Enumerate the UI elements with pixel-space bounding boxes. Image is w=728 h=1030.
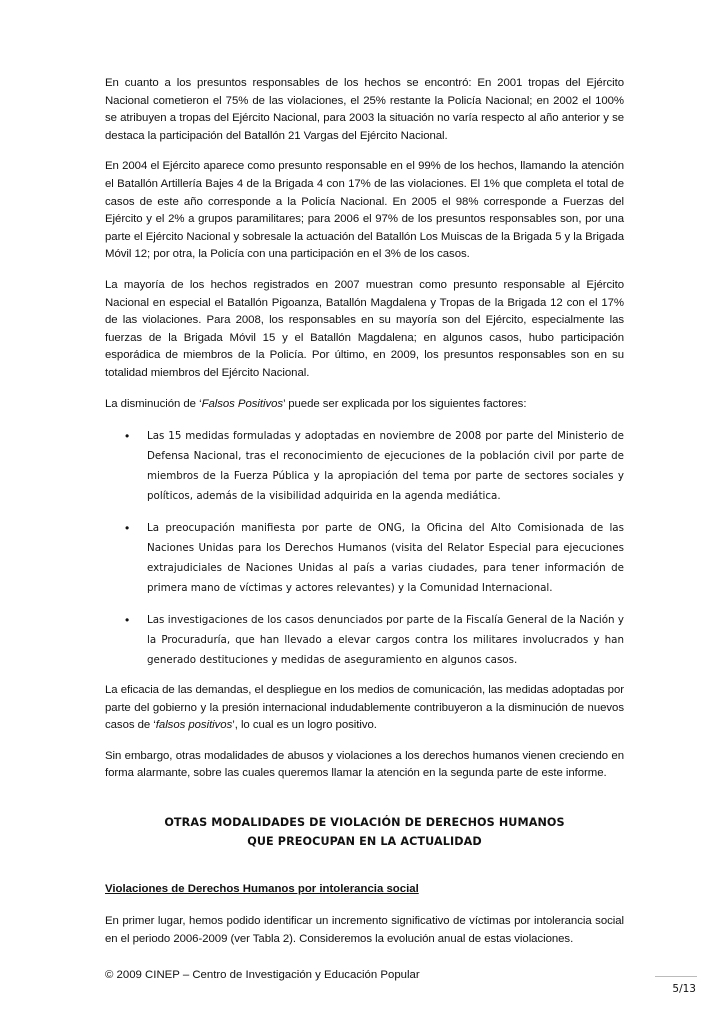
text-run: La disminución de ‘ [105, 397, 202, 410]
list-item-text: La preocupación manifiesta por parte de ONG, la Oficina del Alto Comisionada de las Naciones Unidas para los Derechos Humanos (visita del Relator Especial para ejecuciones extrajudiciales de Naciones Unidas al país a varias ciudades, para tener información de primera mano de víctimas y actores relevantes) y la Comunidad Internacional. [147, 522, 624, 595]
list-item-text: Las 15 medidas formuladas y adoptadas en noviembre de 2008 por parte del Ministerio de Defensa Nacional, tras el reconocimiento de ejecuciones de la población civil por parte de miembros de la Fuerza Pública y la apropiación del tema por parte de sectores sociales y políticos, además de la visibilidad adquirida en la agenda mediática. [147, 430, 624, 503]
list-item [105, 426, 624, 506]
paragraph-responsables-2001-2003: En cuanto a los presuntos responsables de los hechos se encontró: En 2001 tropas del Ejército Nacional cometieron el 75% de las violaciones, el 25% restante la Policía Nacional; en 2002 el 100% se atribuyen a tropas del Ejército Nacional, para 2003 la situación no varía respecto al año anterior y se destaca la participación del Batallón 21 Vargas del Ejército Nacional. [105, 77, 624, 142]
paragraph-responsables-2004-2006: En 2004 el Ejército aparece como presunto responsable en el 99% de los hechos, llamando la atención el Batallón Artillería Bajes 4 de la Brigada 4 con 17% de las violaciones. El 1% que completa el total de casos de este año corresponde a la Policía Nacional. En 2005 el 98% corresponde a Fuerzas del Ejército y el 2% a grupos paramilitares; para 2006 el 97% de los presuntos responsables son, por una parte el Ejército Nacional y sobresale la actuación del Batallón Los Muiscas de la Brigada 5 y la Brigada Móvil 12; por otra, la Policía con una participación en el 3% de los casos. [105, 160, 625, 261]
paragraph-eficacia [105, 682, 624, 735]
paragraph-intolerancia: En primer lugar, hemos podido identificar un incremento significativo de víctimas por intolerancia social en el periodo 2006-2009 (ver Tabla 2). Consideremos la evolución anual de estas violaciones. [105, 915, 624, 945]
list-item-text: Las investigaciones de los casos denunciados por parte de la Fiscalía General de la Nación y la Procuraduría, que han llevado a elevar cargos contra los militares involucrados y han generado destituciones y medidas de aseguramiento en algunos casos. [147, 614, 624, 667]
section-heading-line-1: OTRAS MODALIDADES DE VIOLACIÓN DE DERECHOS HUMANOS [164, 816, 565, 830]
footer-divider [655, 976, 697, 977]
italic-term: falsos positivos [155, 719, 233, 732]
list-item [105, 518, 624, 598]
paragraph-factores-intro [105, 396, 624, 414]
factors-list [105, 426, 624, 670]
italic-term: Falsos Positivos [201, 397, 284, 410]
document-body [105, 75, 624, 961]
section-heading [105, 813, 624, 851]
bullet-marker: • [125, 521, 130, 536]
text-run: ’, lo cual es un logro positivo. [232, 719, 377, 732]
bullet-marker: • [125, 429, 130, 444]
page-number: 5/13 [672, 983, 696, 995]
bullet-marker: • [125, 613, 130, 628]
paragraph-responsables-2007-2009: La mayoría de los hechos registrados en 2007 muestran como presunto responsable al Ejército Nacional en especial el Batallón Pigoanza, Batallón Magdalena y Tropas de la Brigada 12 con el 17% de las violaciones. Para 2008, los responsables en su mayoría son del Ejército, especialmente las fuerzas de la Brigada Móvil 15 y el Batallón Magdalena; en algunos casos, hubo participación esporádica de miembros de la Policía. Por último, en 2009, los presuntos responsables son en su totalidad miembros del Ejército Nacional. [105, 278, 624, 379]
text-run: ’ puede ser explicada por los siguientes factores: [283, 397, 527, 410]
section-heading-line-2: QUE PREOCUPAN EN LA ACTUALIDAD [247, 835, 482, 849]
paragraph-sin-embargo: Sin embargo, otras modalidades de abusos y violaciones a los derechos humanos vienen creciendo en forma alarmante, sobre las cuales queremos llamar la atención en la segunda parte de este informe. [105, 749, 624, 780]
text-run: La eficacia de las demandas, el despliegue en los medios de comunicación, las medidas adoptadas por parte del gobierno y la presión internacional indudablemente contribuyeron a la disminución de nuevos casos de ‘ [105, 684, 624, 732]
footer-copyright: © 2009 CINEP – Centro de Investigación y Educación Popular [105, 969, 420, 981]
list-item [105, 610, 624, 670]
subsection-heading: Violaciones de Derechos Humanos por intolerancia social [105, 883, 419, 896]
